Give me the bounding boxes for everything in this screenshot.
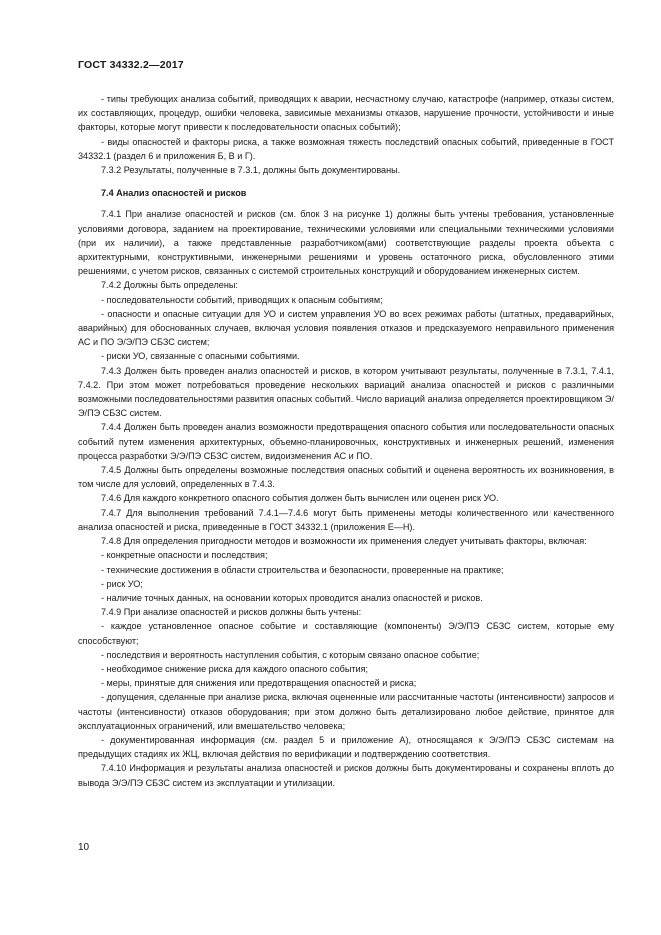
list-item: - последствия и вероятность наступления события, с которым связано опасное событие; [101,649,480,660]
paragraph: 7.4.1 При анализе опасностей и рисков (см. блок 3 на рисунке 1) должны быть учтены требования, установленные условиями договора, заданием на проектирование, техническими условиями или специальными техническими условиями (при их наличии), а также представленные разработчиком(ами) соответствующие разделы проекта объекта с архитектурными, конструктивными, инженерными решениями и уровень остаточного риска, обусловленного этими решениями, с учетом рисков, связанных с системой строительных конструкций и оборудованием инженерных систем. [78,209,614,277]
document-body [78,92,614,790]
list-item: - риски УО, связанные с опасными событиями. [101,351,300,362]
list-item: - последовательности событий, приводящих к опасным событиям; [101,294,383,305]
section-heading: 7.4 Анализ опасностей и рисков [101,188,247,199]
list-item: - конкретные опасности и последствия; [101,550,268,561]
paragraph: 7.4.4 Должен быть проведен анализ возможности предотвращения опасного события или последовательности опасных событий путем изменения архитектурных, объемно-планировочных, конструктивных и инженерных решений, изменения процесса разработки Э/Э/ПЭ СБЗС систем, видоизменения АС и ПО. [78,422,614,461]
list-item: - технические достижения в области строительства и безопасности, проверенные на практике; [101,564,504,575]
list-item: - необходимое снижение риска для каждого опасного события; [101,663,369,674]
paragraph: 7.4.5 Должны быть определены возможные последствия опасных событий и оценена вероятность их возникновения, в том числе для условий, определенных в 7.4.3. [78,465,614,490]
paragraph: 7.3.2 Результаты, полученные в 7.3.1, должны быть документированы. [101,165,401,176]
page-number: 10 [78,842,90,853]
paragraph: 7.4.10 Информация и результаты анализа опасностей и рисков должны быть документированы и сохранены вплоть до вывода Э/Э/ПЭ СБЗС систем из эксплуатации и утилизации. [78,763,614,788]
standard-designation: ГОСТ 34332.2—2017 [78,59,184,71]
paragraph: 7.4.7 Для выполнения требований 7.4.1—7.4.6 могут быть применены методы количественного или качественного анализа опасностей и риска, приведенные в ГОСТ 34332.1 (приложения Е—Н). [78,507,614,532]
list-item: - меры, принятые для снижения или предотвращения опасностей и риска; [101,678,417,689]
list-item: - каждое установленное опасное событие и составляющие (компоненты) Э/Э/ПЭ СБЗС систем, которые ему способствуют; [78,621,614,646]
paragraph: 7.4.9 При анализе опасностей и рисков должны быть учтены: [101,607,362,618]
list-item: - риск УО; [101,578,143,589]
paragraph: 7.4.2 Должны быть определены: [101,280,238,291]
paragraph: - типы требующих анализа событий, приводящих к аварии, несчастному случаю, катастрофе (например, отказы систем, их составляющих, процедур, ошибки человека, зависимые механизмы отказов, нарушение прочности, устойчивости и иные факторы, которые могут привести к последовательности опасных событий); [78,94,614,133]
list-item: - документированная информация (см. раздел 5 и приложение А), относящаяся к Э/Э/ПЭ СБЗС системам на предыдущих стадиях их ЖЦ, включая действия по верификации и подтверждению соответствия. [78,734,614,760]
list-item: - допущения, сделанные при анализе риска, включая оцененные или рассчитанные частоты (интенсивности) запросов и частоты (интенсивности) отказов оборудования; при этом должно быть детализировано любое действие, принятое для эксплуатационных ограничений, или вмешательство человека; [78,692,614,731]
list-item: - опасности и опасные ситуации для УО и систем управления УО во всех режимах работы (штатных, предаварийных, аварийных) для обоснованных случаев, включая условия появления отказов и предсказуемого неправильного применения АС и ПО Э/Э/ПЭ СБЗС систем; [78,308,614,348]
paragraph: 7.4.3 Должен быть проведен анализ опасностей и рисков, в котором учитывают результаты, полученные в 7.3.1, 7.4.1, 7.4.2. При этом может потребоваться проведение нескольких вариаций анализа опасностей и рисков с различными возможными последовательностями развития опасных событий. Число вариаций анализа определяется проектировщиком Э/Э/ПЭ СБЗС систем. [78,365,614,419]
list-item: - наличие точных данных, на основании которых проводится анализ опасностей и рисков. [101,592,483,603]
paragraph: - виды опасностей и факторы риска, а также возможная тяжесть последствий опасных событий, приведенные в ГОСТ 34332.1 (раздел 6 и приложения Б, В и Г). [78,136,614,161]
paragraph: 7.4.8 Для определения пригодности методов и возможности их применения следует учитывать факторы, включая: [101,536,587,547]
paragraph: 7.4.6 Для каждого конкретного опасного события должен быть вычислен или оценен риск УО. [101,493,499,504]
